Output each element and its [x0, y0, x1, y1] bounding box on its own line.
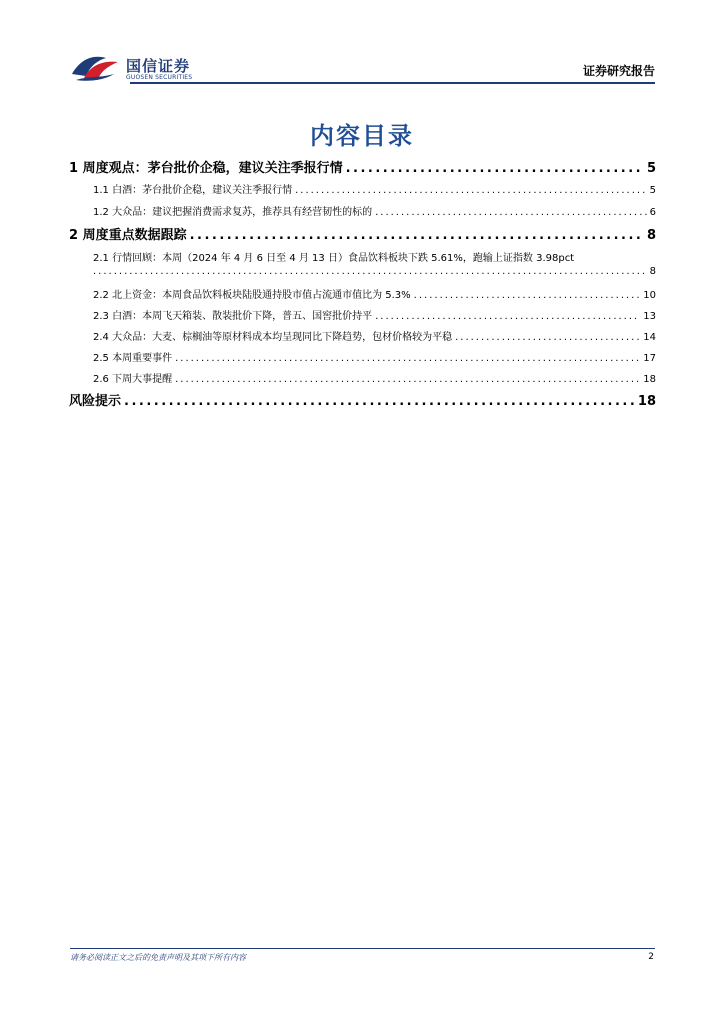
toc-leader-dots	[375, 311, 640, 322]
toc-entry-page: 8	[646, 228, 656, 243]
toc-entry-text: 2.6 下周大事提醒	[93, 374, 173, 385]
toc-entry-page: 18	[637, 394, 656, 409]
toc-entry[interactable]	[69, 224, 656, 243]
toc-leader-dots	[375, 207, 647, 218]
footer-divider	[70, 948, 655, 949]
toc-entry-text: 2.3 白酒：本周飞天箱装、散装批价下降，普五、国窖批价持平	[93, 311, 373, 322]
toc-entry-text: 2.1 行情回顾：本周（2024 年 4 月 6 日至 4 月 13 日）食品饮料板块下跌 5.61%，跑输上证指数 3.98pct	[93, 253, 575, 264]
toc-entry-text: 1 周度观点：茅台批价企稳，建议关注季报行情	[69, 161, 343, 176]
toc-entry-text: 2 周度重点数据跟踪	[69, 228, 187, 243]
toc-entry[interactable]	[69, 203, 656, 218]
toc-entry-page: 5	[649, 185, 656, 196]
toc-entry-page: 13	[643, 311, 656, 322]
toc-leader-dots	[346, 161, 644, 176]
toc-leader-dots	[295, 185, 647, 196]
header-divider	[130, 82, 655, 84]
toc-entry-text: 1.1 白酒：茅台批价企稳，建议关注季报行情	[93, 185, 293, 196]
toc-leader-dots	[175, 374, 640, 385]
toc-entry[interactable]	[69, 157, 656, 176]
toc-entry[interactable]	[69, 390, 656, 409]
toc-entry[interactable]	[69, 370, 656, 385]
toc-leader-dots	[124, 394, 635, 409]
page-header	[70, 50, 655, 84]
toc-entry-page: 17	[643, 353, 656, 364]
toc-entry-page: 5	[646, 161, 656, 176]
toc-leader-dots	[93, 266, 647, 277]
toc-entry-continuation[interactable]	[93, 266, 656, 277]
toc-entry[interactable]	[69, 286, 656, 301]
toc-title: 内容目录	[310, 122, 414, 150]
toc-entry-page: 14	[643, 332, 656, 343]
logo-english-name: GUOSEN SECURITIES	[126, 74, 193, 81]
toc-leader-dots	[455, 332, 640, 343]
toc-entry-page: 10	[643, 290, 656, 301]
toc-entry[interactable]	[69, 249, 656, 264]
toc-entry-page: 8	[649, 266, 656, 277]
logo-chinese-name: 国信证券	[126, 57, 191, 75]
footer-disclaimer: 请务必阅读正文之后的免责声明及其项下所有内容	[70, 953, 246, 962]
toc-entry[interactable]	[69, 181, 656, 196]
toc-leader-dots	[190, 228, 644, 243]
toc-entry-text: 2.2 北上资金：本周食品饮料板块陆股通持股市值占流通市值比为 5.3%	[93, 290, 411, 301]
toc-entry[interactable]	[69, 307, 656, 322]
page-number: 2	[648, 952, 654, 962]
toc-entry-page: 18	[643, 374, 656, 385]
toc-entry-text: 2.5 本周重要事件	[93, 353, 173, 364]
guosen-logo-icon	[70, 52, 122, 82]
toc-entry[interactable]	[69, 328, 656, 343]
report-type-label: 证券研究报告	[582, 64, 655, 78]
toc-entry-text: 风险提示	[69, 394, 122, 409]
toc-entry-text: 1.2 大众品：建议把握消费需求复苏，推荐具有经营韧性的标的	[93, 207, 373, 218]
toc-leader-dots	[414, 290, 641, 301]
toc-leader-dots	[175, 353, 640, 364]
toc-entry[interactable]	[69, 349, 656, 364]
guosen-logo	[70, 50, 220, 84]
toc-entry-text: 2.4 大众品：大麦、棕榈油等原材料成本均呈现同比下降趋势，包材价格较为平稳	[93, 332, 453, 343]
toc-entry-page: 6	[649, 207, 656, 218]
